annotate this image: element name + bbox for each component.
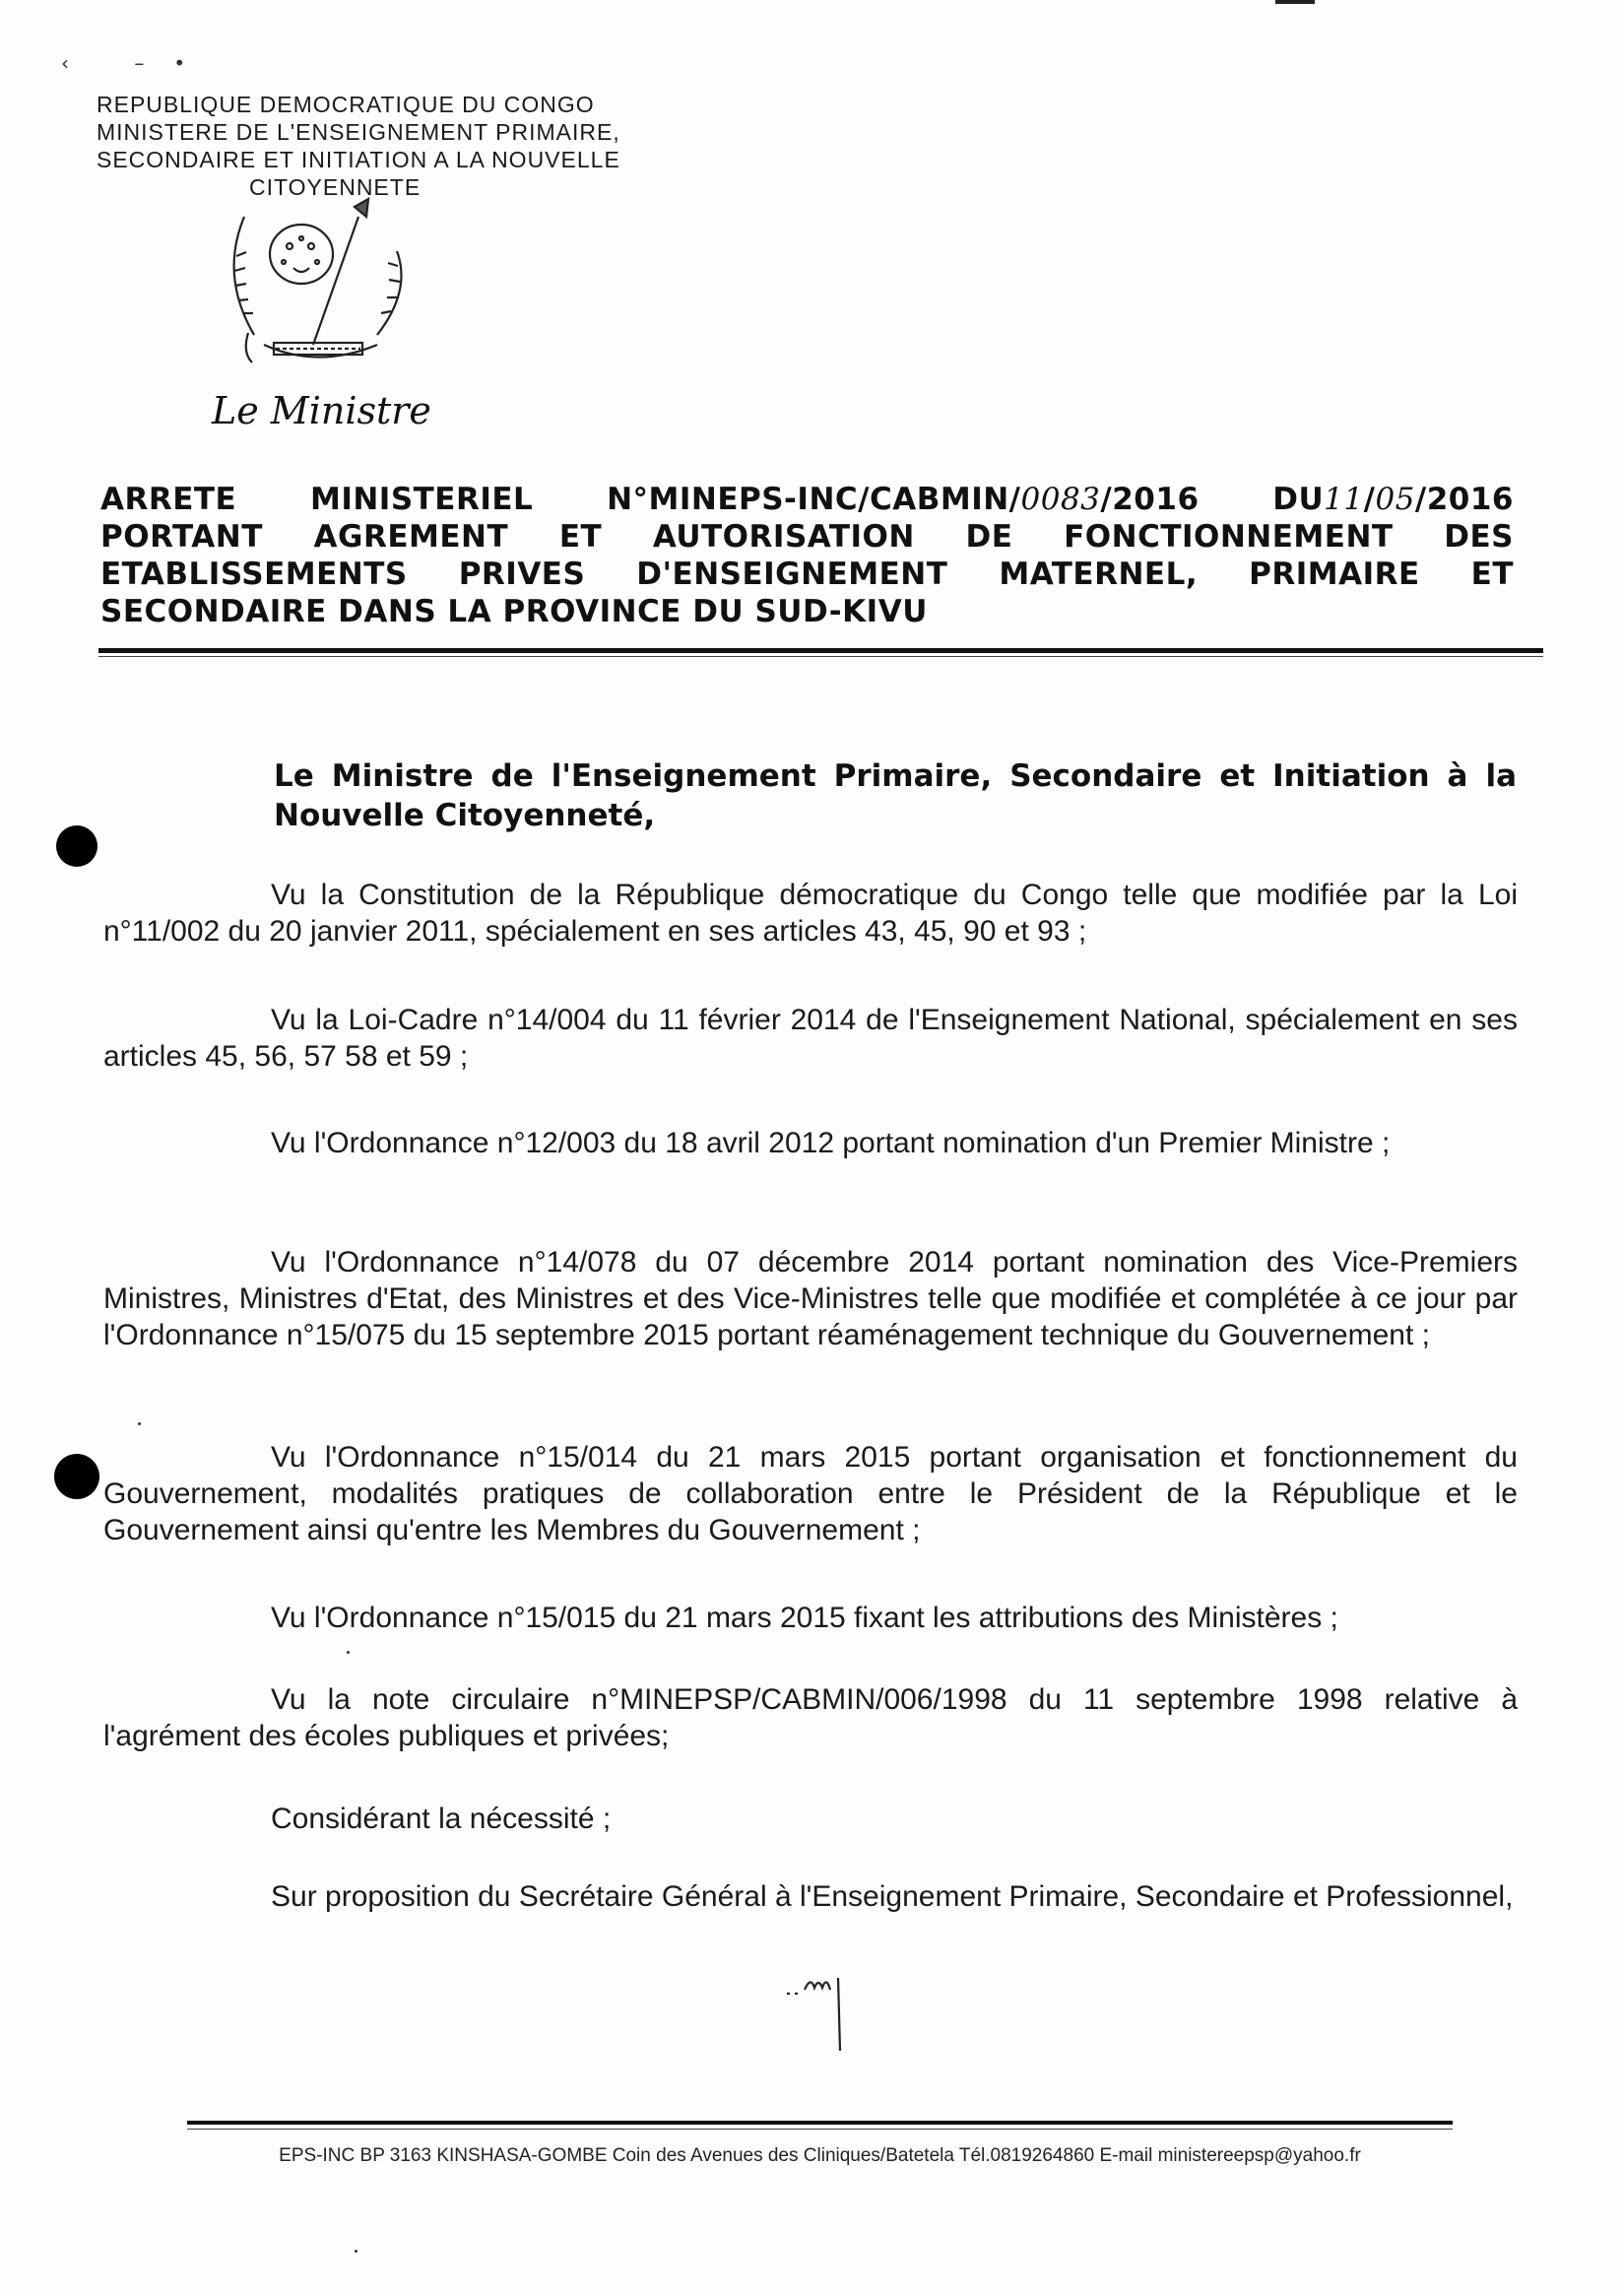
scan-marks: ‹ –• [61,51,216,75]
scan-speck [138,1422,141,1425]
footer-divider-thin [187,2129,1453,2130]
letterhead-citizenship: CITOYENNETE [249,174,422,200]
preamble: Le Ministre de l'Enseignement Primaire, Secondaire et Initiation à la Nouvelle Citoyenneté, [274,758,1517,833]
decree-word: PRIMAIRE [1249,557,1420,592]
decree-title-line-4: SECONDAIRE DANS LA PROVINCE DU SUD-KIVU [100,594,928,629]
decree-word: AUTORISATION [652,519,915,555]
recital-ordonnance-attributions: Vu l'Ordonnance n°15/015 du 21 mars 2015 fixant les attributions des Ministères ; [271,1602,1338,1634]
minister-signature-title: Le Ministre [212,389,431,432]
decree-word: PORTANT [100,519,263,555]
decree-word: PRIVES [458,557,586,592]
decree-word: MINISTERIEL [309,482,534,517]
title-divider [98,648,1543,653]
letterhead-country: REPUBLIQUE DEMOCRATIQUE DU CONGO [97,92,595,117]
title-divider-thin [98,656,1543,657]
scan-speck [355,2250,357,2253]
recital-ordonnance-premier-ministre: Vu l'Ordonnance n°12/003 du 18 avril 2012 portant nomination d'un Premier Ministre ; [271,1127,1391,1159]
decree-word: D'ENSEIGNEMENT [636,557,948,592]
footer-address: EPS-INC BP 3163 KINSHASA-GOMBE Coin des Avenues des Cliniques/Batetela Tél.0819264860 E-mail ministereepsp@yahoo.fr [279,2145,1361,2166]
decree-title-line-1 [100,481,1514,518]
recital-considerant: Considérant la nécessité ; [271,1803,612,1835]
decree-title-line-3 [100,556,1514,593]
handwritten-day: 11 [1324,482,1364,517]
decree-word: ET [1470,557,1514,592]
leopard-coat-of-arms-icon [215,197,422,374]
punch-hole-mark [56,825,97,867]
decree-date: DU11/05/2016 [1272,482,1514,517]
decree-word: ET [558,519,603,555]
continuation-initials-mark [783,1960,862,2059]
decree-word: ETABLISSEMENTS [100,557,408,592]
decree-word: FONCTIONNEMENT [1064,519,1394,555]
recital-note-circulaire: Vu la note circulaire n°MINEPSP/CABMIN/006/1998 du 11 septembre 1998 relative à l'agrément des écoles publiques et privées; [103,1683,1518,1752]
letterhead-ministry: MINISTERE DE L'ENSEIGNEMENT PRIMAIRE, [97,119,620,145]
decree-word: MATERNEL, [999,557,1199,592]
handwritten-number: 0083 [1020,482,1101,517]
decree-title [100,481,1514,630]
footer-divider [187,2121,1453,2125]
scan-corner-mark [1275,0,1315,4]
decree-reference: N°MINEPS-INC/CABMIN/0083/2016 [607,482,1200,517]
recital-loi-cadre: Vu la Loi-Cadre n°14/004 du 11 février 2014 de l'Enseignement National, spécialement en ses articles 45, 56, 57 58 et 59 ; [103,1004,1518,1073]
recital-ordonnance-nomination: Vu l'Ordonnance n°14/078 du 07 décembre 2014 portant nomination des Vice-Premiers Ministres, Ministres d'Etat, des Ministres et des Vice-Ministres telle que modifiée et complétée à ce jour par l'Ordonnance n°15/075 du 15 septembre 2015 portant réaménagement technique du Gouvernement ; [103,1246,1518,1351]
decree-title-line-2 [100,518,1514,556]
decree-word: DES [1444,519,1514,555]
recital-proposition: Sur proposition du Secrétaire Général à l'Enseignement Primaire, Secondaire et Professionnel, [271,1880,1514,1913]
handwritten-month: 05 [1375,482,1415,517]
decree-word: ARRETE [100,482,237,517]
punch-hole-mark [54,1454,99,1499]
scan-speck [347,1651,350,1654]
letterhead-ministry-cont: SECONDAIRE ET INITIATION A LA NOUVELLE [97,147,620,172]
recital-constitution: Vu la Constitution de la République démocratique du Congo telle que modifiée par la Loi n°11/002 du 20 janvier 2011, spécialement en ses articles 43, 45, 90 et 93 ; [103,879,1518,948]
decree-word: DE [965,519,1013,555]
letterhead [97,91,707,201]
decree-word: AGREMENT [313,519,509,555]
recital-ordonnance-organisation: Vu l'Ordonnance n°15/014 du 21 mars 2015 portant organisation et fonctionnement du Gouvernement, modalités pratiques de collaboration entre le Président de la République et le Gouvernement ainsi qu'entre les Membres du Gouvernement ; [103,1441,1518,1546]
